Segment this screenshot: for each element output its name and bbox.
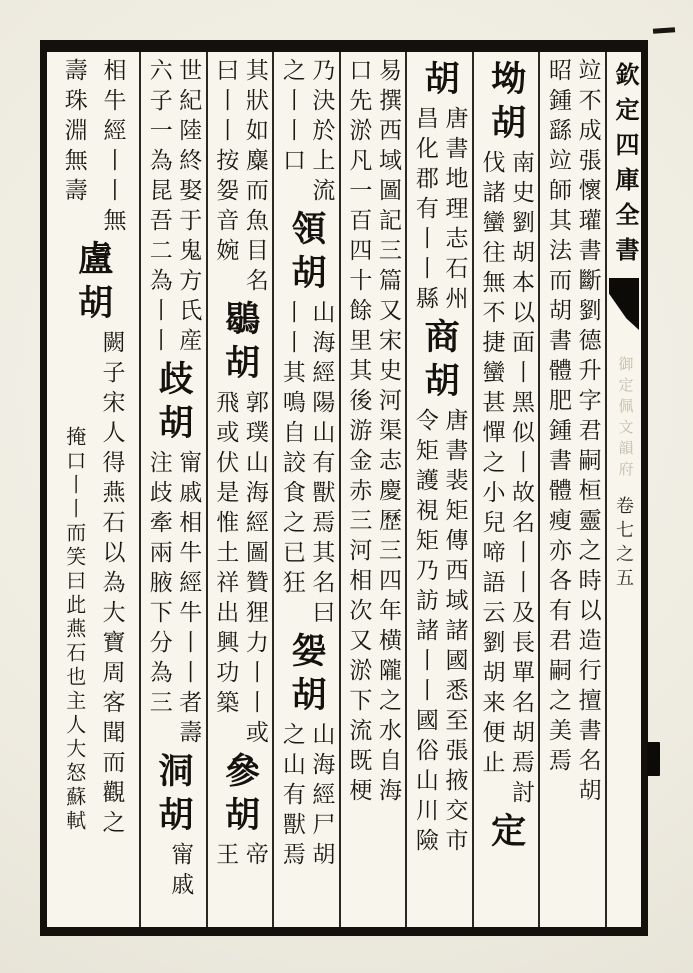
ink-blob-mark bbox=[647, 742, 660, 776]
annotation-left-line: 令矩護視矩乃訪諸丨丨國俗山川險 bbox=[412, 408, 438, 858]
text-column-5 bbox=[272, 52, 339, 927]
annotation-block bbox=[274, 722, 339, 872]
annotation-right-line: 唐書地理志石州 bbox=[442, 106, 468, 316]
annotation-right-line: 唐書裴矩傳西域諸國悉至張掖交市 bbox=[442, 408, 468, 858]
annotation-left-line: 之山有獸焉 bbox=[279, 722, 305, 872]
annotation-right-line: 山海經尸胡 bbox=[309, 722, 335, 872]
annotation-right-line: 南史劉胡本以面丨黑似丨故名丨丨及長單名胡焉討 bbox=[509, 150, 535, 810]
entry-word-dinghu-start: 定 bbox=[486, 812, 526, 856]
margin-column bbox=[605, 52, 641, 927]
entry-word-yuanhu: 妴胡 bbox=[287, 632, 327, 720]
book-title-faint: 御定佩文韻府 bbox=[616, 356, 633, 482]
annotation-left-line: 昭鍾繇竝師其法而胡書體肥鍾書體瘦亦各有君嗣之美焉 bbox=[546, 58, 572, 778]
annotation-right-line: 竝不成張懷瓘書斷劉德升字君嗣桓靈之時以造行擅書名胡 bbox=[575, 58, 601, 808]
annotation-block bbox=[274, 58, 339, 208]
annotation-left-line: 之丨丨口 bbox=[279, 58, 305, 178]
entry-word-shenhu: 參胡 bbox=[220, 752, 260, 840]
annotation-left-line: 口先淤凡一百四十餘里其後游金赤三河相次又淤下流既梗 bbox=[346, 58, 372, 808]
entry-word-dinghu-end: 胡 bbox=[420, 60, 460, 104]
annotation-block bbox=[47, 58, 139, 238]
annotation-left-line: 王 bbox=[213, 842, 239, 872]
annotation-right-line: 其狀如麋而魚目名 bbox=[242, 58, 268, 298]
text-column-8 bbox=[47, 52, 139, 927]
entry-word-shanghu: 商胡 bbox=[420, 318, 460, 406]
annotation-block bbox=[47, 330, 139, 840]
annotation-block bbox=[141, 450, 206, 750]
annotation-right-line: 闕子宋人得燕石以為大寶周客聞而觀之 bbox=[99, 330, 125, 840]
annotation-block bbox=[274, 300, 339, 630]
annotation-block bbox=[208, 842, 273, 872]
annotation-left-line: 掩口丨丨而笑曰此燕石也主人大怒蘇軾 bbox=[62, 426, 85, 834]
entry-word-aohu: 坳胡 bbox=[486, 60, 526, 148]
entry-word-donghu: 洞胡 bbox=[153, 752, 193, 840]
annotation-left-line: 注歧牽兩腋下分為三 bbox=[146, 450, 172, 720]
annotation-left-line: 昌化郡有丨丨縣 bbox=[412, 106, 438, 316]
annotation-block bbox=[141, 58, 206, 358]
annotation-left-line: 曰丨丨按妴音婉 bbox=[213, 58, 239, 268]
annotation-right-line: 甯戚相牛經牛丨丨者壽 bbox=[176, 450, 202, 750]
annotation-right-line: 山海經陽山有獸焉其名曰 bbox=[309, 300, 335, 630]
annotation-right-line: 易撰西域圖記三篇又宋史河渠志慶歷三四年横隴之水自海 bbox=[375, 58, 401, 808]
annotation-block bbox=[208, 58, 273, 298]
annotation-block bbox=[407, 408, 472, 858]
text-column-7 bbox=[139, 52, 206, 927]
annotation-right-line: 相牛經丨丨無 bbox=[100, 58, 126, 238]
annotation-block bbox=[407, 106, 472, 316]
annotation-left-line: 壽珠淵無壽 bbox=[61, 58, 87, 208]
annotation-left-line: 飛或伏是惟土祥出興功築 bbox=[213, 390, 239, 720]
page-frame bbox=[40, 40, 648, 936]
library-title: 欽定四庫全書 bbox=[611, 62, 637, 272]
text-column-3 bbox=[405, 52, 472, 927]
annotation-right-line: 乃決於上流 bbox=[309, 58, 335, 208]
annotation-left-line: 伐諸蠻往無不捷蠻甚憚之小兒啼語云劉胡来便止 bbox=[479, 150, 505, 780]
text-column-6 bbox=[206, 52, 273, 927]
annotation-left-line: 丨丨其鳴自詨食之已狂 bbox=[279, 300, 305, 600]
annotation-right-line: 郭璞山海經圖贊狸力丨丨或 bbox=[242, 390, 268, 750]
entry-word-linghu: 領胡 bbox=[287, 210, 327, 298]
annotation-block bbox=[341, 58, 406, 808]
annotation-right-line: 世紀陸終娶于鬼方氏産 bbox=[176, 58, 202, 358]
annotation-right-line: 帝 bbox=[242, 842, 268, 872]
entry-word-luhu: 盧胡 bbox=[73, 240, 113, 328]
annotation-block bbox=[474, 150, 539, 810]
fishtail-tab-mark bbox=[609, 278, 639, 330]
text-column-2 bbox=[472, 52, 539, 927]
annotation-block bbox=[141, 842, 206, 902]
entry-word-qihu: 歧胡 bbox=[153, 360, 193, 448]
text-column-1 bbox=[538, 52, 605, 927]
volume-label: 卷七之五 bbox=[614, 496, 634, 592]
annotation-block bbox=[208, 390, 273, 750]
entry-word-hehu: 鶡胡 bbox=[220, 300, 260, 388]
annotation-block bbox=[540, 58, 605, 808]
annotation-left-line: 六子一為昆吾二為丨丨 bbox=[146, 58, 172, 358]
text-column-4 bbox=[339, 52, 406, 927]
annotation-right-line: 甯戚 bbox=[168, 842, 194, 902]
